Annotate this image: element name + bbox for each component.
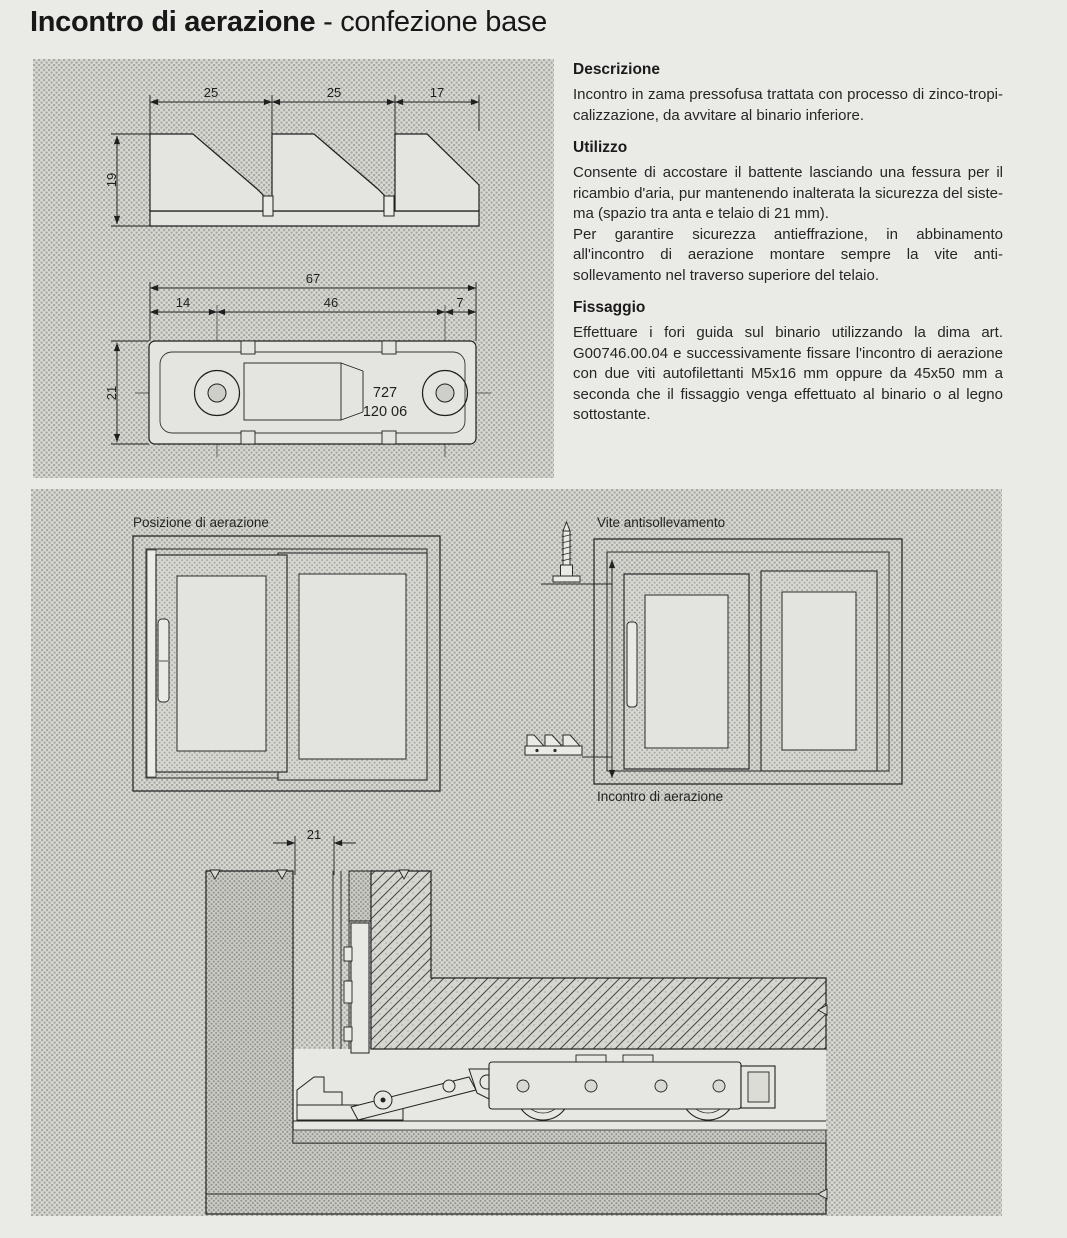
profile-view-drawing	[111, 95, 479, 226]
page-title-main: Incontro di aerazione	[30, 6, 316, 38]
section-descrizione	[573, 62, 1003, 126]
dim-7: 7	[456, 295, 464, 310]
part-number-line1: 727	[372, 385, 398, 401]
window-aeration-diagram	[133, 536, 440, 791]
dim-46: 46	[323, 295, 339, 310]
page-title	[30, 6, 1030, 39]
section-heading-fissaggio: Fissaggio	[573, 299, 646, 316]
fissaggio-paragraph: Effettuare i fori guida sul binario utilizzando la dima art. G00746.00.04 e successivamente fissare l'incontro di aerazione con due viti autofilettanti M5x16 mm oppure da 45x50 mm a seconda che il fissaggio venga effettuato al binario o al legno sottostante.	[573, 324, 1003, 423]
installation-diagram-panel	[31, 489, 1002, 1216]
window-closed-diagram	[541, 539, 902, 784]
page-title-suffix: - confezione base	[315, 6, 547, 38]
dim-25-mid: 25	[326, 85, 342, 100]
utilizzo-paragraph-2: Per garantire sicurezza antieffrazione, in abbinamento all'incontro di aerazione montare sempre la vite anti-sollevamento nel traverso superiore del telaio.	[573, 225, 1003, 284]
description-column	[573, 62, 1003, 440]
dim-21-plan: 21	[104, 385, 119, 401]
label-vite-antisollevamento: Vite antisollevamento	[597, 515, 726, 530]
dim-21-gap: 21	[306, 827, 322, 842]
incontro-icon	[525, 735, 582, 755]
section-heading-utilizzo: Utilizzo	[573, 139, 628, 156]
utilizzo-paragraph-1: Consente di accostare il battente lasciando una fessura per il ricambio d'aria, pur mantenendo inalterata la sicurezza del sistema (spazio tra anta e telaio di 21 mm).	[573, 164, 1003, 222]
cross-section-drawing	[206, 836, 827, 1214]
anti-lift-screw-icon	[553, 522, 580, 582]
dim-19: 19	[104, 172, 119, 188]
dim-25-left: 25	[203, 85, 219, 100]
technical-drawing-panel	[33, 59, 554, 478]
section-utilizzo	[573, 140, 1003, 286]
dim-17: 17	[429, 85, 445, 100]
label-incontro-aerazione: Incontro di aerazione	[597, 789, 724, 804]
dim-67: 67	[305, 271, 321, 286]
window-handle	[627, 622, 637, 707]
descrizione-paragraph: Incontro in zama pressofusa trattata con processo di zinco-tropicalizzazione, da avvitare al binario inferiore.	[573, 86, 1003, 124]
section-fissaggio	[573, 300, 1003, 426]
part-number-line2: 120 06	[362, 404, 408, 420]
section-heading-descrizione: Descrizione	[573, 61, 661, 78]
part-drawing-svg	[33, 59, 554, 478]
dim-14: 14	[175, 295, 191, 310]
installation-svg	[31, 489, 1002, 1216]
window-handle	[158, 619, 169, 702]
aeration-gap	[147, 550, 156, 777]
plan-view-drawing	[111, 282, 491, 457]
label-posizione-aerazione: Posizione di aerazione	[133, 515, 269, 530]
